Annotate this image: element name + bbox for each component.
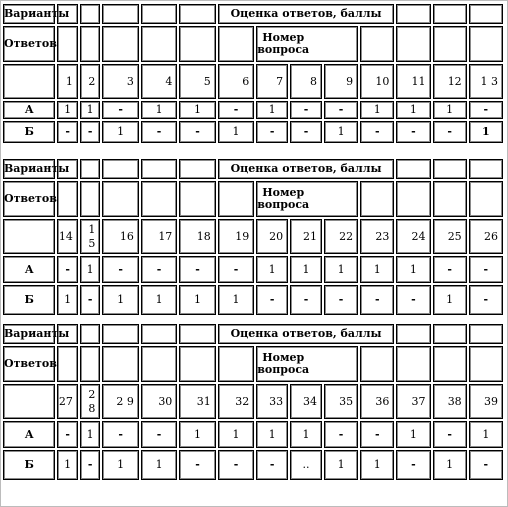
score-cell: - (102, 421, 138, 448)
score-cell: - (360, 285, 394, 315)
question-number: 37 (396, 384, 430, 419)
score-cell: 1 (102, 121, 138, 143)
empty-cell (469, 4, 503, 24)
empty-cell (80, 4, 101, 24)
question-number-label: Номер вопроса (257, 351, 310, 376)
question-number: 39 (469, 384, 503, 419)
variants-label: Варианты (3, 159, 55, 179)
empty-cell (141, 324, 177, 344)
score-cell: 1 (469, 121, 503, 143)
score-cell: - (218, 450, 254, 480)
empty-cell (469, 26, 503, 62)
score-cell: - (290, 101, 322, 119)
empty-cell (102, 159, 138, 179)
score-cell: - (469, 101, 503, 119)
score-cell: 1 (433, 450, 467, 480)
score-cell: 1 (433, 285, 467, 315)
empty-cell (179, 181, 215, 217)
score-cell: 1 (256, 421, 288, 448)
question-number: 35 (324, 384, 358, 419)
answers-label: Ответов (3, 346, 55, 382)
score-table-1 (1, 2, 505, 145)
variant-label: Б (3, 450, 55, 480)
empty-cell (57, 181, 78, 217)
score-cell: - (290, 285, 322, 315)
empty-cell (469, 181, 503, 217)
score-cell: - (396, 450, 430, 480)
answers-label: Ответов (3, 26, 55, 62)
variant-label: А (3, 421, 55, 448)
empty-cell (3, 384, 55, 419)
empty-cell (102, 26, 138, 62)
empty-cell (179, 4, 215, 24)
question-number: 9 (324, 64, 358, 99)
score-cell: - (469, 256, 503, 283)
variants-label: Варианты (3, 324, 55, 344)
score-cell: 1 (218, 285, 254, 315)
question-number: 21 (290, 219, 322, 254)
empty-cell (396, 159, 430, 179)
score-cell: - (179, 256, 215, 283)
empty-cell (433, 324, 467, 344)
empty-cell (360, 181, 394, 217)
empty-cell (57, 346, 78, 382)
score-cell: 1 (290, 421, 322, 448)
score-cell: - (102, 256, 138, 283)
question-number: 32 (218, 384, 254, 419)
question-number: 33 (256, 384, 288, 419)
score-cell: 1 (324, 121, 358, 143)
question-number: 36 (360, 384, 394, 419)
question-number: 22 (324, 219, 358, 254)
score-cell: - (433, 121, 467, 143)
score-table-3 (1, 322, 505, 482)
score-cell: 1 (179, 101, 215, 119)
score-cell: - (324, 285, 358, 315)
score-cell: .. (290, 450, 322, 480)
variants-label: Варианты (3, 4, 55, 24)
question-number: 1 5 (80, 219, 101, 254)
score-cell: - (256, 285, 288, 315)
question-number: 16 (102, 219, 138, 254)
score-cell: - (179, 450, 215, 480)
score-cell: 1 (80, 101, 101, 119)
score-cell: 1 (256, 101, 288, 119)
question-number: 12 (433, 64, 467, 99)
empty-cell (57, 26, 78, 62)
empty-cell (179, 26, 215, 62)
empty-cell (102, 346, 138, 382)
score-cell: 1 (360, 101, 394, 119)
score-cell: - (80, 121, 101, 143)
question-number: 11 (396, 64, 430, 99)
empty-cell (141, 4, 177, 24)
score-cell: 1 (218, 421, 254, 448)
empty-cell (80, 324, 101, 344)
score-cell: 1 (396, 101, 430, 119)
score-cell: 1 (396, 421, 430, 448)
score-cell: - (179, 121, 215, 143)
score-cell: - (218, 101, 254, 119)
empty-cell (102, 181, 138, 217)
score-cell: 1 (179, 421, 215, 448)
score-cell: - (80, 450, 101, 480)
score-cell: 1 (324, 450, 358, 480)
question-number: 4 (141, 64, 177, 99)
question-number: 31 (179, 384, 215, 419)
score-cell: - (396, 285, 430, 315)
empty-cell (102, 324, 138, 344)
score-cell: - (324, 101, 358, 119)
empty-cell (141, 26, 177, 62)
empty-cell (141, 159, 177, 179)
variant-label: А (3, 256, 55, 283)
empty-cell (433, 26, 467, 62)
question-number: 6 (218, 64, 254, 99)
score-cell: 1 (141, 101, 177, 119)
empty-cell (433, 159, 467, 179)
variant-label: А (3, 101, 55, 119)
empty-cell (396, 26, 430, 62)
empty-cell (469, 324, 503, 344)
question-number: 34 (290, 384, 322, 419)
question-number: 24 (396, 219, 430, 254)
score-cell: 1 (433, 101, 467, 119)
score-cell: - (324, 421, 358, 448)
question-number: 38 (433, 384, 467, 419)
question-number: 14 (57, 219, 78, 254)
score-cell: 1 (360, 450, 394, 480)
score-cell: 1 (102, 450, 138, 480)
empty-cell (360, 346, 394, 382)
empty-cell (80, 26, 101, 62)
empty-cell (396, 324, 430, 344)
score-cell: 1 (256, 256, 288, 283)
empty-cell (433, 346, 467, 382)
question-number: 2 8 (80, 384, 101, 419)
score-cell: - (102, 101, 138, 119)
empty-cell (433, 181, 467, 217)
score-cell: - (360, 121, 394, 143)
score-cell: - (256, 450, 288, 480)
empty-cell (433, 4, 467, 24)
empty-cell (396, 346, 430, 382)
empty-cell (141, 346, 177, 382)
question-number: 19 (218, 219, 254, 254)
empty-cell (80, 181, 101, 217)
empty-cell (179, 346, 215, 382)
empty-cell (179, 159, 215, 179)
score-cell: - (218, 256, 254, 283)
score-cell: 1 (141, 285, 177, 315)
variant-label: Б (3, 285, 55, 315)
score-cell: - (57, 121, 78, 143)
question-number: 18 (179, 219, 215, 254)
score-table-2 (1, 157, 505, 317)
score-header: Оценка ответов, баллы (218, 4, 395, 24)
score-cell: - (57, 256, 78, 283)
question-number: 25 (433, 219, 467, 254)
question-number: 10 (360, 64, 394, 99)
score-cell: - (469, 285, 503, 315)
question-number: 30 (141, 384, 177, 419)
empty-cell (218, 181, 254, 217)
score-cell: - (57, 421, 78, 448)
score-cell: - (433, 421, 467, 448)
score-cell: 1 (469, 421, 503, 448)
score-cell: 1 (179, 285, 215, 315)
question-number-header (256, 346, 358, 382)
variant-label: Б (3, 121, 55, 143)
question-number: 8 (290, 64, 322, 99)
question-number: 1 (57, 64, 78, 99)
empty-cell (80, 346, 101, 382)
empty-cell (396, 181, 430, 217)
empty-cell (102, 4, 138, 24)
empty-cell (218, 26, 254, 62)
question-number: 27 (57, 384, 78, 419)
answers-label: Ответов (3, 181, 55, 217)
empty-cell (218, 346, 254, 382)
question-number: 26 (469, 219, 503, 254)
score-cell: 1 (57, 101, 78, 119)
score-cell: - (396, 121, 430, 143)
score-cell: 1 (80, 256, 101, 283)
score-cell: - (360, 421, 394, 448)
empty-cell (3, 64, 55, 99)
score-cell: 1 (80, 421, 101, 448)
score-cell: - (433, 256, 467, 283)
score-cell: 1 (57, 285, 78, 315)
score-cell: 1 (141, 450, 177, 480)
question-number: 2 (80, 64, 101, 99)
question-number: 23 (360, 219, 394, 254)
score-cell: - (80, 285, 101, 315)
question-number-header (256, 181, 358, 217)
score-cell: 1 (360, 256, 394, 283)
question-number: 5 (179, 64, 215, 99)
score-cell: 1 (290, 256, 322, 283)
empty-cell (396, 4, 430, 24)
empty-cell (469, 159, 503, 179)
score-cell: - (469, 450, 503, 480)
empty-cell (360, 26, 394, 62)
question-number: 7 (256, 64, 288, 99)
score-header: Оценка ответов, баллы (218, 159, 395, 179)
score-cell: - (141, 421, 177, 448)
score-cell: 1 (102, 285, 138, 315)
question-number: 17 (141, 219, 177, 254)
score-cell: - (290, 121, 322, 143)
score-cell: 1 (324, 256, 358, 283)
empty-cell (179, 324, 215, 344)
score-header: Оценка ответов, баллы (218, 324, 395, 344)
score-cell: - (141, 121, 177, 143)
question-number-label: Номер вопроса (257, 186, 310, 211)
question-number: 1 3 (469, 64, 503, 99)
empty-cell (3, 219, 55, 254)
score-cell: 1 (396, 256, 430, 283)
score-cell: - (256, 121, 288, 143)
question-number-label: Номер вопроса (257, 31, 310, 56)
empty-cell (469, 346, 503, 382)
score-cell: 1 (218, 121, 254, 143)
question-number: 2 9 (102, 384, 138, 419)
score-cell: - (141, 256, 177, 283)
question-number: 20 (256, 219, 288, 254)
question-number: 3 (102, 64, 138, 99)
question-number-header (256, 26, 358, 62)
empty-cell (80, 159, 101, 179)
empty-cell (141, 181, 177, 217)
score-cell: 1 (57, 450, 78, 480)
